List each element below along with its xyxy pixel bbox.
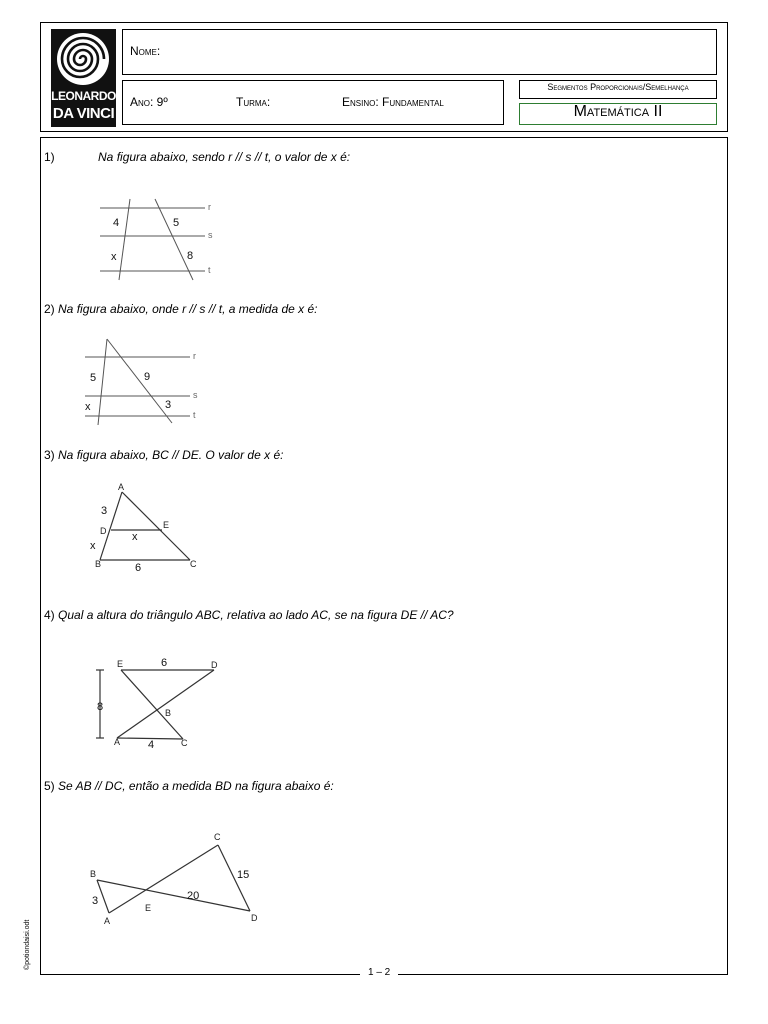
figure-4-point-D: D xyxy=(211,660,218,670)
topic-label: Segmentos Proporcionais/Semelhança xyxy=(547,82,689,92)
question-4-number: 4) xyxy=(44,608,55,622)
figure-5-label-3: 3 xyxy=(92,895,99,907)
side-note-text: ©potiondaisi.odt xyxy=(24,919,31,970)
figure-3-label-x-inner: x xyxy=(132,531,138,543)
figure-5-point-C: C xyxy=(214,832,221,842)
question-4 xyxy=(44,608,454,622)
logo-text-line-2: DA VINCI xyxy=(52,105,115,122)
figure-1-line-s: s xyxy=(208,230,213,240)
figure-3-point-C: C xyxy=(190,559,197,569)
school-logo xyxy=(51,29,116,127)
name-field[interactable] xyxy=(122,29,717,75)
figure-3-point-A: A xyxy=(118,482,125,492)
figure-5-label-20: 20 xyxy=(187,890,200,902)
figure-2-label-5: 5 xyxy=(90,372,97,384)
question-1-number: 1) xyxy=(44,150,55,164)
figure-5-point-E: E xyxy=(145,903,152,913)
level-label: Ensino: Fundamental xyxy=(342,95,444,109)
figure-2-line-s: s xyxy=(193,390,198,400)
page-number: 1 – 2 xyxy=(368,967,391,978)
question-3-text: Na figura abaixo, BC // DE. O valor de x é: xyxy=(58,448,284,462)
figure-5-point-D: D xyxy=(251,913,258,923)
figure-1-label-5: 5 xyxy=(173,217,180,229)
figure-5-label-15: 15 xyxy=(237,869,250,881)
question-1 xyxy=(44,150,350,164)
figure-5-point-A: A xyxy=(104,916,111,926)
question-5 xyxy=(44,779,334,793)
figure-1 xyxy=(95,195,225,285)
logo-text-line-1: LEONARDO xyxy=(51,89,116,103)
class-label: Turma: xyxy=(236,95,271,109)
figure-1-label-x: x xyxy=(111,251,117,263)
question-5-text: Se AB // DC, então a medida BD na figura abaixo é: xyxy=(58,779,334,793)
figure-3-label-3: 3 xyxy=(101,505,108,517)
figure-1-line-t: t xyxy=(208,265,211,275)
question-2-number: 2) xyxy=(44,302,55,316)
figure-1-line-r: r xyxy=(208,202,211,212)
figure-4-label-6: 6 xyxy=(161,657,168,669)
question-3-number: 3) xyxy=(44,448,55,462)
year-label: Ano: 9º xyxy=(130,95,168,109)
figure-3-label-x-side: x xyxy=(90,540,96,552)
figure-4-point-E: E xyxy=(117,659,124,669)
name-label: Nome: xyxy=(130,44,161,58)
figure-2-label-9: 9 xyxy=(144,371,151,383)
figure-3-point-B: B xyxy=(95,559,102,569)
class-info-field[interactable] xyxy=(122,80,504,125)
figure-4-point-C: C xyxy=(181,738,188,748)
figure-4 xyxy=(88,652,228,752)
figure-4-label-4: 4 xyxy=(148,739,155,751)
figure-4-label-8: 8 xyxy=(97,701,104,713)
figure-1-label-8: 8 xyxy=(187,250,194,262)
subject-title: Matemática II xyxy=(573,103,663,120)
question-2 xyxy=(44,302,318,316)
figure-5-point-B: B xyxy=(90,869,97,879)
figure-3-label-6: 6 xyxy=(135,562,142,574)
question-4-text: Qual a altura do triângulo ABC, relativa ao lado AC, se na figura DE // AC? xyxy=(58,608,454,622)
question-5-number: 5) xyxy=(44,779,55,793)
footer-side-note xyxy=(24,920,31,970)
question-3 xyxy=(44,448,283,462)
figure-3-point-E: E xyxy=(163,520,170,530)
figure-4-point-B: B xyxy=(165,708,172,718)
figure-2-line-t: t xyxy=(193,410,196,420)
figure-2-label-x: x xyxy=(85,401,91,413)
footer-page-number xyxy=(360,967,398,978)
figure-1-label-4: 4 xyxy=(113,217,120,229)
figure-5 xyxy=(85,825,270,935)
figure-2-line-r: r xyxy=(193,351,196,361)
question-2-text: Na figura abaixo, onde r // s // t, a medida de x é: xyxy=(58,302,318,316)
figure-4-point-A: A xyxy=(114,737,121,747)
figure-2 xyxy=(80,335,215,430)
figure-2-label-3: 3 xyxy=(165,399,172,411)
question-1-text: Na figura abaixo, sendo r // s // t, o valor de x é: xyxy=(98,150,351,164)
figure-3-point-D: D xyxy=(100,526,107,536)
figure-3 xyxy=(85,480,210,575)
